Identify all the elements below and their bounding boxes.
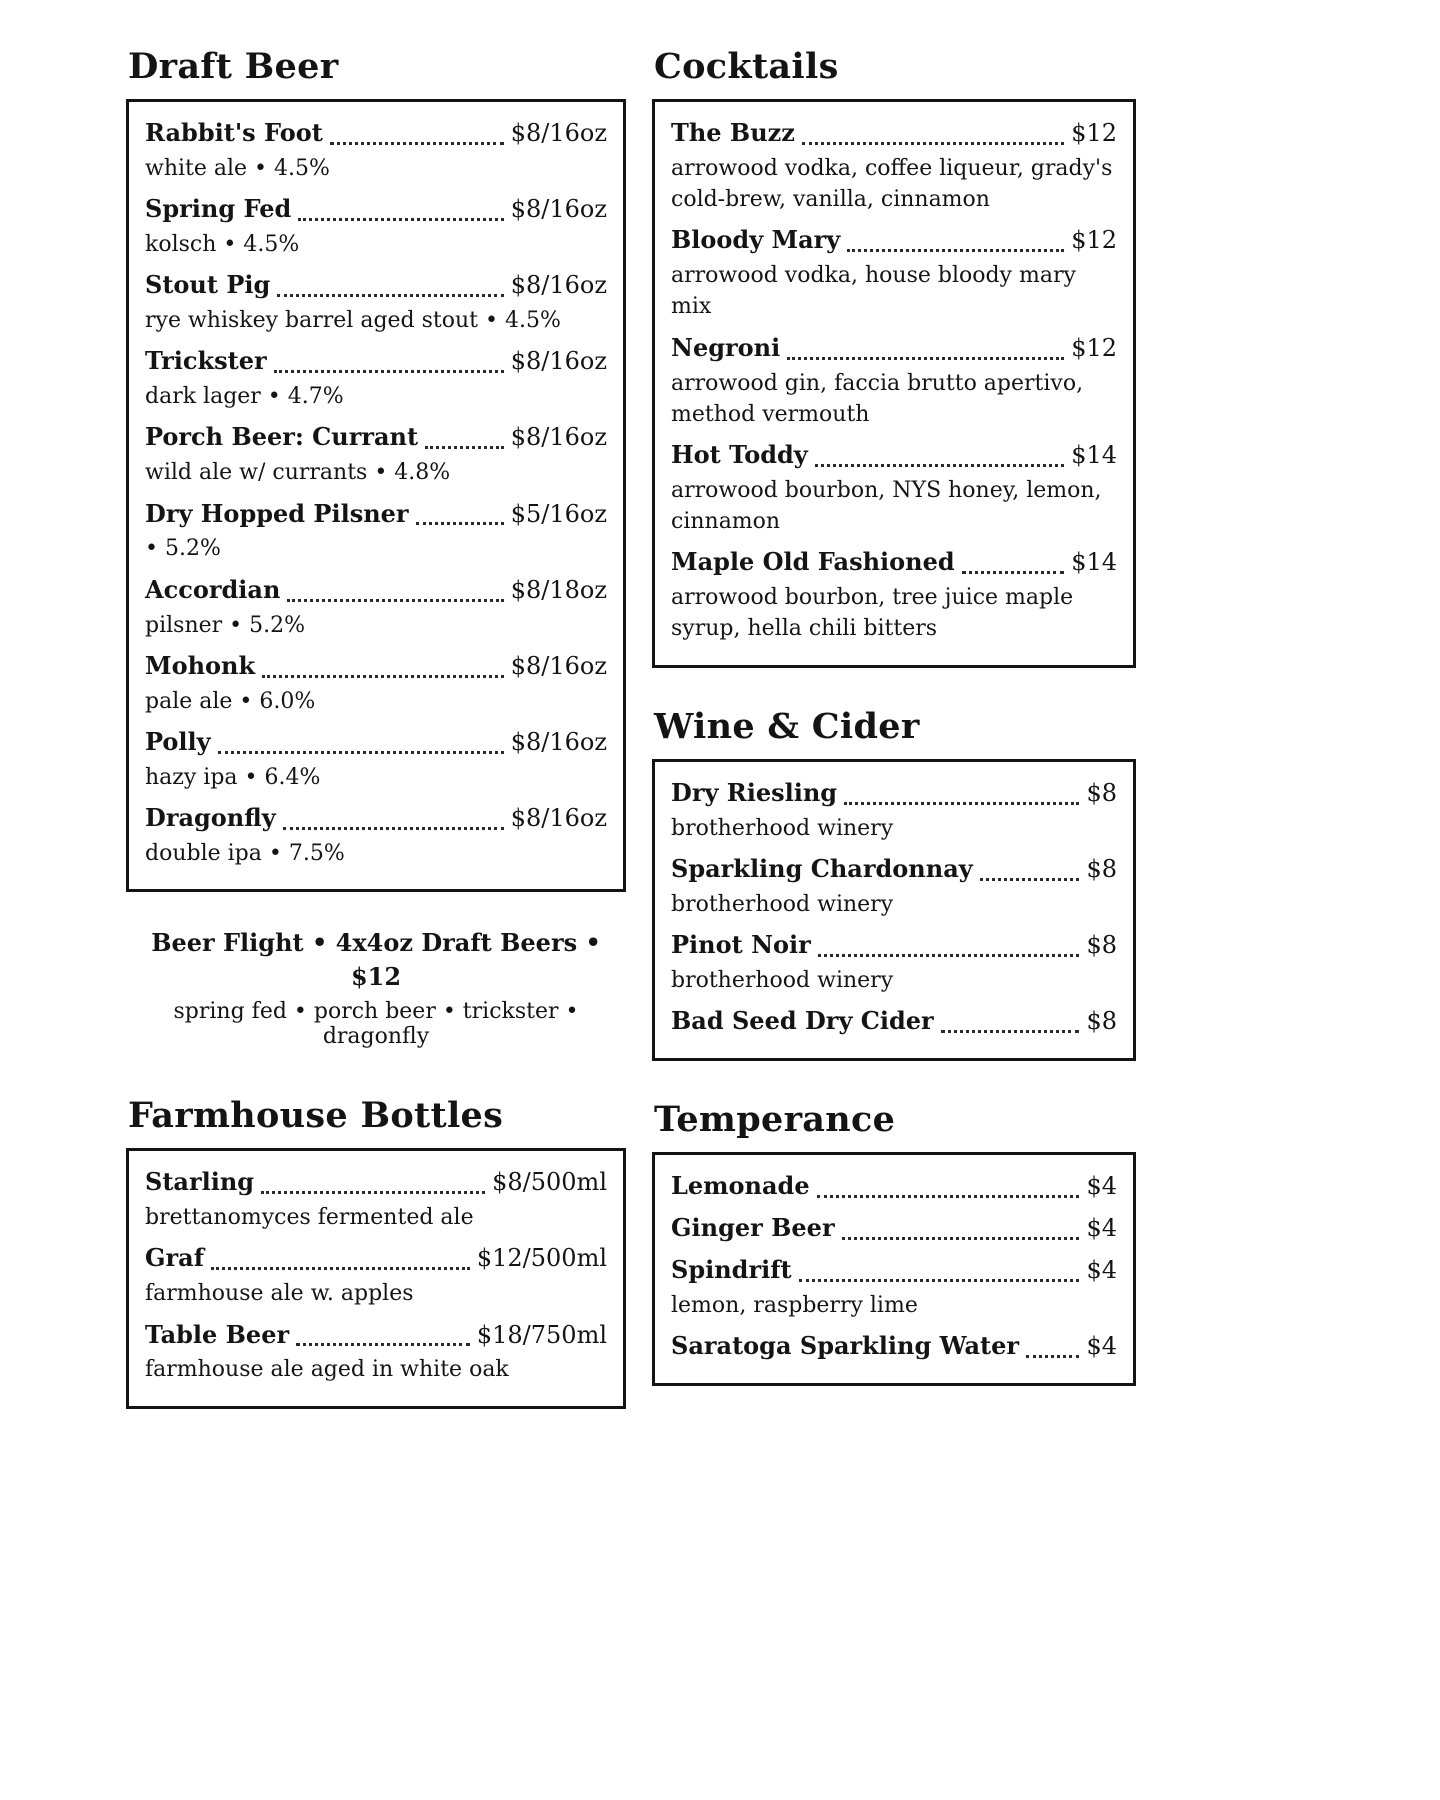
item-desc: hazy ipa • 6.4% <box>145 764 321 790</box>
item-price: $8/16oz <box>510 195 607 224</box>
section-farmhouse-bottles <box>126 1095 626 1408</box>
item-price: $18/750ml <box>476 1320 607 1349</box>
item-price: $8/16oz <box>510 347 607 376</box>
item-name: Ginger Beer <box>671 1212 835 1242</box>
item-name: Spindrift <box>671 1254 792 1284</box>
item-name: Graf <box>145 1243 205 1273</box>
item-desc: • 5.2% <box>145 536 221 562</box>
dot-leader <box>818 954 1080 957</box>
menu-item-row <box>671 114 1117 153</box>
farmhouse-title: Farmhouse Bottles <box>128 1095 504 1137</box>
menu-item <box>671 1251 1117 1321</box>
farmhouse-box <box>126 1148 626 1408</box>
menu-item <box>671 436 1117 537</box>
item-name: Polly <box>145 726 211 756</box>
item-name: Dry Riesling <box>671 777 838 807</box>
item-price: $8 <box>1086 1007 1117 1036</box>
dot-leader <box>842 1237 1080 1240</box>
item-name: Accordian <box>145 574 281 604</box>
item-name: Starling <box>145 1167 255 1197</box>
item-name: Saratoga Sparkling Water <box>671 1330 1020 1360</box>
menu-item-row <box>145 1163 607 1202</box>
menu-item-row <box>145 495 607 534</box>
menu-item <box>145 495 607 565</box>
menu-item <box>145 190 607 260</box>
menu-item <box>671 1002 1117 1041</box>
item-price: $12 <box>1071 119 1117 147</box>
beer-flight-desc: spring fed • porch beer • trickster • dragonfly <box>173 999 579 1050</box>
item-price: $8/16oz <box>510 803 607 832</box>
menu-item <box>671 543 1117 644</box>
section-wine-cider <box>652 706 1136 1061</box>
section-draft-beer <box>126 46 626 1049</box>
menu-item <box>145 266 607 336</box>
menu-item-row <box>671 221 1117 260</box>
item-desc: arrowood bourbon, tree juice maple syrup, hella chili bitters <box>671 585 1074 642</box>
draft-beer-title: Draft Beer <box>128 46 339 87</box>
item-price: $8 <box>1086 930 1117 959</box>
dot-leader <box>799 1279 1080 1282</box>
item-desc: wild ale w/ currants • 4.8% <box>145 460 451 486</box>
item-desc: brettanomyces fermented ale <box>145 1205 474 1231</box>
dot-leader <box>962 571 1065 574</box>
menu-item <box>145 1163 607 1233</box>
menu-item <box>671 926 1117 996</box>
menu-item-row <box>145 342 607 381</box>
item-price: $12/500ml <box>476 1244 607 1273</box>
menu-item <box>145 647 607 717</box>
wine-cider-title: Wine & Cider <box>654 705 920 747</box>
item-price: $4 <box>1086 1255 1117 1284</box>
menu-item <box>145 799 607 869</box>
section-cocktails <box>652 46 1136 668</box>
menu-item-row <box>671 436 1117 475</box>
menu-item-row <box>145 190 607 229</box>
menu-columns <box>126 46 1440 1447</box>
menu-item <box>671 1167 1117 1206</box>
item-desc: white ale • 4.5% <box>145 155 330 181</box>
item-desc: arrowood bourbon, NYS honey, lemon, cinnamon <box>671 477 1102 535</box>
item-name: Sparkling Chardonnay <box>671 853 973 883</box>
dot-leader <box>815 464 1064 467</box>
dot-leader <box>817 1195 1080 1198</box>
dot-leader <box>847 249 1064 252</box>
menu-item <box>145 114 607 184</box>
beer-flight-note <box>132 926 620 1049</box>
left-column <box>126 46 626 1447</box>
menu-item <box>145 571 607 641</box>
menu-item <box>145 418 607 488</box>
dot-leader <box>425 446 504 449</box>
item-price: $12 <box>1071 333 1117 362</box>
item-name: Rabbit's Foot <box>145 118 323 147</box>
menu-item-row <box>145 266 607 305</box>
menu-item-row <box>671 543 1117 582</box>
item-name: Bloody Mary <box>671 225 841 255</box>
dot-leader <box>274 370 504 373</box>
item-price: $14 <box>1071 548 1117 577</box>
menu-item <box>671 1327 1117 1366</box>
item-name: Lemonade <box>671 1170 810 1200</box>
item-desc: arrowood gin, faccia brutto apertivo, method vermouth <box>671 370 1084 427</box>
dot-leader <box>298 218 503 221</box>
item-price: $8/16oz <box>510 119 607 147</box>
menu-item-row <box>145 571 607 610</box>
dot-leader <box>802 142 1064 145</box>
menu-item-row <box>671 850 1117 889</box>
dot-leader <box>330 142 504 145</box>
dot-leader <box>287 599 503 602</box>
item-price: $8 <box>1086 854 1117 883</box>
cocktails-title: Cocktails <box>654 46 839 87</box>
menu-item-row <box>671 926 1117 965</box>
right-column <box>652 46 1136 1424</box>
item-name: Pinot Noir <box>671 929 811 959</box>
menu-item <box>671 221 1117 322</box>
item-name: Table Beer <box>145 1319 290 1349</box>
menu-item-row <box>145 418 607 457</box>
item-desc: rye whiskey barrel aged stout • 4.5% <box>145 308 561 334</box>
item-price: $5/16oz <box>510 499 607 528</box>
item-desc: brotherhood winery <box>671 891 894 917</box>
temperance-box <box>652 1152 1136 1386</box>
item-price: $8/16oz <box>510 727 607 756</box>
item-price: $8/16oz <box>510 271 607 300</box>
cocktails-box <box>652 99 1136 668</box>
dot-leader <box>1026 1355 1079 1358</box>
item-price: $8 <box>1086 778 1117 807</box>
menu-item <box>145 723 607 793</box>
item-price: $8/500ml <box>492 1168 607 1197</box>
wine-cider-box <box>652 759 1136 1061</box>
dot-leader <box>296 1343 470 1346</box>
item-name: Porch Beer: Currant <box>145 422 419 452</box>
item-desc: arrowood vodka, house bloody mary mix <box>671 263 1076 320</box>
menu-item-row <box>671 1251 1117 1290</box>
item-name: Dragonfly <box>145 802 276 832</box>
menu-item-row <box>145 799 607 838</box>
menu-item <box>145 342 607 412</box>
item-desc: farmhouse ale w. apples <box>145 1281 414 1307</box>
menu-item <box>671 329 1117 430</box>
item-name: The Buzz <box>671 118 795 147</box>
item-name: Maple Old Fashioned <box>671 547 955 577</box>
item-price: $8/16oz <box>510 651 607 680</box>
dot-leader <box>416 522 504 525</box>
dot-leader <box>787 357 1064 360</box>
item-price: $14 <box>1071 441 1117 470</box>
dot-leader <box>211 1267 470 1270</box>
temperance-title: Temperance <box>654 1098 896 1140</box>
item-price: $4 <box>1086 1331 1117 1360</box>
menu-item <box>671 774 1117 844</box>
menu-item <box>671 1209 1117 1248</box>
dot-leader <box>218 751 504 754</box>
item-desc: double ipa • 7.5% <box>145 840 345 866</box>
menu-item-row <box>145 1316 607 1355</box>
draft-beer-box <box>126 99 626 892</box>
dot-leader <box>844 802 1079 805</box>
dot-leader <box>941 1030 1080 1033</box>
menu-item-row <box>671 774 1117 813</box>
menu-item <box>671 850 1117 920</box>
dot-leader <box>277 294 503 297</box>
item-desc: pilsner • 5.2% <box>145 612 306 638</box>
menu-item-row <box>671 1002 1117 1041</box>
item-price: $12 <box>1071 226 1117 255</box>
beer-flight-title: Beer Flight • 4x4oz Draft Beers • $12 <box>151 928 601 991</box>
item-desc: arrowood vodka, coffee liqueur, grady's cold-brew, vanilla, cinnamon <box>671 155 1113 213</box>
dot-leader <box>980 878 1080 881</box>
section-temperance <box>652 1099 1136 1386</box>
menu-item-row <box>145 1239 607 1278</box>
dot-leader <box>261 1191 485 1194</box>
item-name: Spring Fed <box>145 194 292 224</box>
menu-item-row <box>671 329 1117 368</box>
item-price: $8/16oz <box>510 423 607 452</box>
item-name: Bad Seed Dry Cider <box>671 1006 934 1036</box>
menu-item-row <box>145 114 607 153</box>
item-name: Negroni <box>671 332 781 362</box>
item-desc: brotherhood winery <box>671 967 894 993</box>
menu-item-row <box>671 1167 1117 1206</box>
item-desc: lemon, raspberry lime <box>671 1292 918 1318</box>
item-desc: pale ale • 6.0% <box>145 688 316 714</box>
item-name: Dry Hopped Pilsner <box>145 498 409 528</box>
menu-item-row <box>145 723 607 762</box>
menu-item-row <box>145 647 607 686</box>
menu-item <box>671 114 1117 215</box>
menu-item-row <box>671 1327 1117 1366</box>
item-name: Trickster <box>145 346 267 376</box>
menu-item <box>145 1316 607 1386</box>
item-price: $4 <box>1086 1171 1117 1200</box>
item-price: $4 <box>1086 1213 1117 1242</box>
item-name: Mohonk <box>145 650 256 680</box>
item-desc: farmhouse ale aged in white oak <box>145 1357 509 1383</box>
item-name: Hot Toddy <box>671 440 808 470</box>
item-desc: kolsch • 4.5% <box>145 231 300 257</box>
item-desc: dark lager • 4.7% <box>145 384 344 410</box>
item-desc: brotherhood winery <box>671 815 894 841</box>
menu-item-row <box>671 1209 1117 1248</box>
menu-item <box>145 1239 607 1309</box>
dot-leader <box>283 827 504 830</box>
item-name: Stout Pig <box>145 270 271 300</box>
dot-leader <box>262 675 504 678</box>
item-price: $8/18oz <box>510 575 607 604</box>
